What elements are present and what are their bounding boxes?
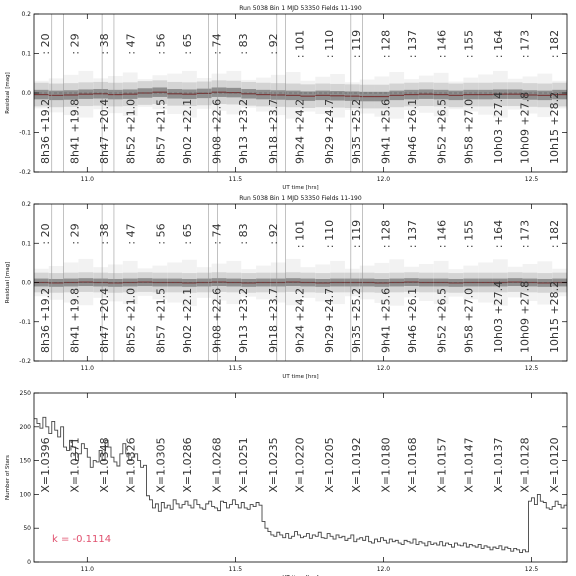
airmass-label: X=1.0220 <box>293 437 307 493</box>
airmass-label: X=1.0371 <box>68 437 82 493</box>
field-coordinate-label: 9h52 +26.5 <box>435 287 449 353</box>
field-number-label: : 38 <box>98 33 112 55</box>
extinction-annotation: k = -0.1114 <box>52 534 112 545</box>
field-number-label: : 146 <box>435 29 449 59</box>
field-number-label: : 146 <box>435 219 449 249</box>
field-number-label: : 92 <box>266 223 280 245</box>
airmass-label: X=1.0326 <box>124 437 138 493</box>
field-number-label: : 65 <box>180 33 194 55</box>
field-number-label: : 155 <box>462 219 476 249</box>
field-number-label: : 92 <box>266 33 280 55</box>
field-number-label: : 74 <box>210 33 224 55</box>
airmass-label: X=1.0168 <box>406 437 420 493</box>
airmass-label: X=1.0348 <box>98 437 112 493</box>
x-tick-label: 12.5 <box>524 566 539 573</box>
x-axis-label: UT time [hrs] <box>282 374 319 380</box>
field-number-label: : 182 <box>548 29 562 59</box>
x-tick-label: 11.5 <box>228 365 243 372</box>
field-number-label: : 128 <box>379 219 393 249</box>
field-coordinate-label: 9h02 +22.1 <box>180 98 194 164</box>
field-coordinate-label: 9h24 +24.2 <box>293 287 307 353</box>
field-coordinate-label: 9h08 +22.6 <box>210 98 224 164</box>
x-tick-label: 12.5 <box>524 365 539 372</box>
field-number-label: : 155 <box>462 29 476 59</box>
x-tick-label: 12.5 <box>524 176 539 183</box>
y-axis-label: Residual [mag] <box>5 72 11 114</box>
y-tick-label: -0.1 <box>19 129 31 137</box>
field-number-label: : 137 <box>406 29 420 59</box>
y-tick-label: 50 <box>23 525 31 533</box>
x-tick-label: 11.0 <box>80 365 94 372</box>
field-coordinate-label: 8h57 +21.5 <box>154 98 168 164</box>
airmass-label: X=1.0192 <box>349 437 363 493</box>
field-number-label: : 137 <box>406 219 420 249</box>
field-number-label: : 56 <box>154 223 168 245</box>
field-number-label: : 110 <box>323 219 337 249</box>
field-coordinate-label: 8h52 +21.0 <box>124 287 138 353</box>
y-tick-label: 0.1 <box>21 50 31 58</box>
airmass-label: X=1.0147 <box>462 437 476 493</box>
y-tick-label: -0.2 <box>19 169 31 176</box>
field-number-label: : 47 <box>124 33 138 55</box>
field-coordinate-label: 9h35 +25.2 <box>349 287 363 353</box>
field-coordinate-label: 10h15 +28.2 <box>548 91 562 164</box>
x-tick-label: 12.0 <box>376 566 391 573</box>
airmass-label: X=1.0268 <box>210 437 224 493</box>
field-coordinate-label: 9h13 +23.2 <box>237 98 251 164</box>
airmass-label: X=1.0180 <box>379 437 393 493</box>
field-number-label: : 119 <box>349 29 363 59</box>
field-coordinate-label: 9h18 +23.7 <box>266 98 280 164</box>
field-number-label: : 38 <box>98 223 112 245</box>
airmass-label: X=1.0305 <box>154 437 168 493</box>
x-axis-label: UT time [hrs] <box>282 185 319 191</box>
field-coordinate-label: 9h41 +25.6 <box>379 287 393 353</box>
y-tick-label: 250 <box>19 390 31 397</box>
field-coordinate-label: 9h13 +23.2 <box>237 287 251 353</box>
y-tick-label: 0.2 <box>21 201 31 208</box>
field-coordinate-label: 8h36 +19.2 <box>38 287 52 353</box>
field-number-label: : 83 <box>237 223 251 245</box>
field-coordinate-label: 8h47 +20.4 <box>98 98 112 164</box>
field-coordinate-label: 9h24 +24.2 <box>293 98 307 164</box>
field-number-label: : 128 <box>379 29 393 59</box>
y-axis-label: Number of Stars <box>5 454 11 501</box>
field-number-label: : 101 <box>293 29 307 59</box>
field-coordinate-label: 8h41 +19.8 <box>68 287 82 353</box>
panel-title: Run 5038 Bin 1 MJD 53350 Fields 11-190 <box>239 5 362 12</box>
field-number-label: : 56 <box>154 33 168 55</box>
x-tick-label: 11.0 <box>80 566 94 573</box>
field-number-label: : 83 <box>237 33 251 55</box>
airmass-label: X=1.0235 <box>266 437 280 493</box>
y-tick-label: 200 <box>19 423 31 431</box>
field-coordinate-label: 8h57 +21.5 <box>154 287 168 353</box>
x-tick-label: 12.0 <box>376 176 391 183</box>
field-coordinate-label: 9h29 +24.7 <box>323 287 337 353</box>
field-coordinate-label: 8h52 +21.0 <box>124 98 138 164</box>
x-tick-label: 12.0 <box>376 365 391 372</box>
field-number-label: : 182 <box>548 219 562 249</box>
airmass-label: X=1.0205 <box>323 437 337 493</box>
field-coordinate-label: 10h09 +27.8 <box>518 91 532 164</box>
field-number-label: : 101 <box>293 219 307 249</box>
x-tick-label: 11.5 <box>228 566 243 573</box>
x-tick-label: 11.5 <box>228 176 243 183</box>
field-number-label: : 20 <box>38 223 52 245</box>
field-number-label: : 20 <box>38 33 52 55</box>
field-coordinate-label: 8h36 +19.2 <box>38 98 52 164</box>
y-axis-label: Residual [mag] <box>5 261 11 304</box>
airmass-label: X=1.0157 <box>435 437 449 493</box>
y-tick-label: 100 <box>19 491 31 499</box>
airmass-label: X=1.0396 <box>38 437 52 493</box>
field-number-label: : 29 <box>68 223 82 245</box>
y-tick-label: 150 <box>19 457 31 465</box>
airmass-label: X=1.0128 <box>518 437 532 493</box>
airmass-label: X=1.0120 <box>548 437 562 493</box>
airmass-label: X=1.0137 <box>491 437 505 493</box>
field-coordinate-label: 9h46 +26.1 <box>406 287 420 353</box>
airmass-label: X=1.0286 <box>180 437 194 493</box>
field-coordinate-label: 9h58 +27.0 <box>462 98 476 164</box>
panel-title: Run 5038 Bin 1 MJD 53350 Fields 11-190 <box>239 195 362 202</box>
field-number-label: : 65 <box>180 223 194 245</box>
field-coordinate-label: 9h46 +26.1 <box>406 98 420 164</box>
field-coordinate-label: 9h08 +22.6 <box>210 287 224 353</box>
field-number-label: : 173 <box>518 219 532 249</box>
field-coordinate-label: 9h52 +26.5 <box>435 98 449 164</box>
x-tick-label: 11.0 <box>80 176 94 183</box>
field-number-label: : 173 <box>518 29 532 59</box>
field-number-label: : 119 <box>349 219 363 249</box>
y-tick-label: 0.2 <box>21 11 31 18</box>
field-coordinate-label: 8h41 +19.8 <box>68 98 82 164</box>
y-tick-label: 0.0 <box>21 90 31 97</box>
field-coordinate-label: 9h35 +25.2 <box>349 98 363 164</box>
field-coordinate-label: 10h09 +27.8 <box>518 280 532 353</box>
field-coordinate-label: 10h03 +27.4 <box>491 280 505 353</box>
field-number-label: : 164 <box>491 219 505 249</box>
field-number-label: : 29 <box>68 33 82 55</box>
field-number-label: : 110 <box>323 29 337 59</box>
y-tick-label: -0.1 <box>19 318 31 326</box>
y-tick-label: -0.2 <box>19 358 31 365</box>
airmass-label: X=1.0251 <box>237 437 251 493</box>
field-coordinate-label: 9h29 +24.7 <box>323 98 337 164</box>
field-number-label: : 74 <box>210 223 224 245</box>
y-tick-label: 0.1 <box>21 240 31 248</box>
field-coordinate-label: 10h03 +27.4 <box>491 91 505 164</box>
field-coordinate-label: 9h02 +22.1 <box>180 287 194 353</box>
field-coordinate-label: 10h15 +28.2 <box>548 280 562 353</box>
y-tick-label: 0 <box>27 559 31 566</box>
y-tick-label: 0.0 <box>21 279 31 287</box>
field-coordinate-label: 9h41 +25.6 <box>379 98 393 164</box>
field-coordinate-label: 9h58 +27.0 <box>462 287 476 353</box>
field-number-label: : 47 <box>124 223 138 245</box>
field-coordinate-label: 9h18 +23.7 <box>266 287 280 353</box>
field-number-label: : 164 <box>491 29 505 59</box>
field-coordinate-label: 8h47 +20.4 <box>98 287 112 353</box>
